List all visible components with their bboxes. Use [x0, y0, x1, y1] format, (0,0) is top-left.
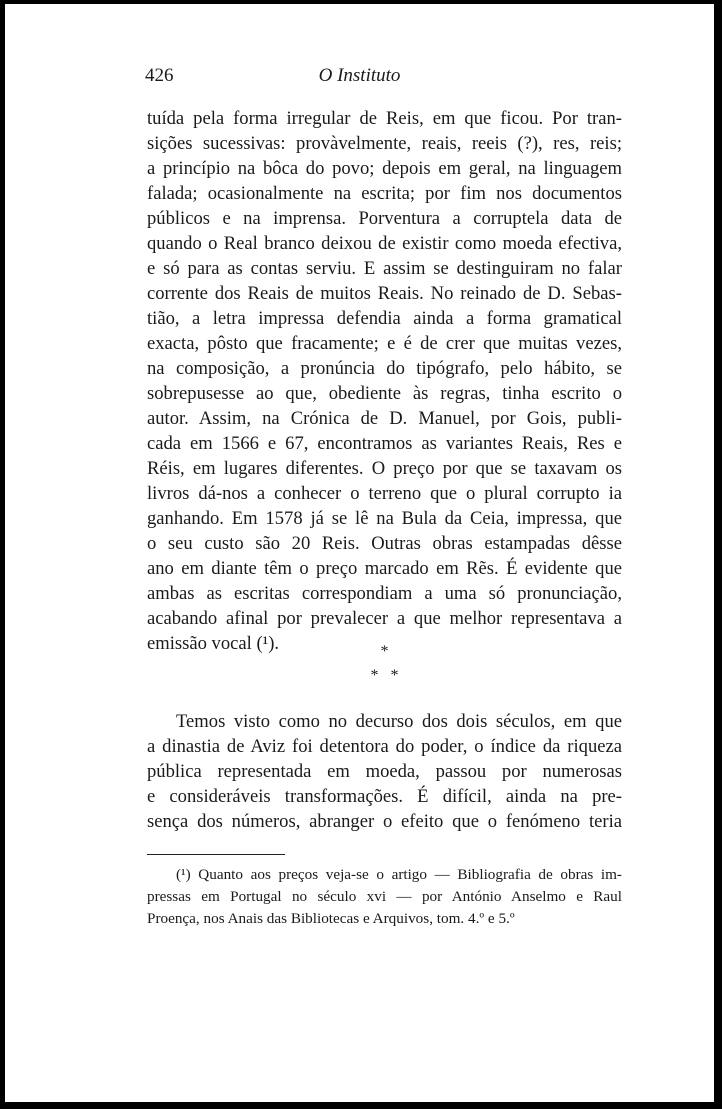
text-line: tião, a letra impressa defendia ainda a forma gramatical	[147, 308, 622, 329]
text-line: na composição, a pronúncia do tipógrafo, pelo hábito, se	[147, 358, 622, 379]
text-line: Réis, em lugares diferentes. O preço por que se taxavam os	[147, 458, 622, 479]
text-line: tuída pela forma irregular de Reis, em que ficou. Por tran-	[147, 108, 622, 129]
text-line: falada; ocasionalmente na escrita; por fim nos documentos	[147, 183, 622, 204]
text-line: ambas as escritas correspondiam a uma só pronunciação,	[147, 583, 622, 604]
text-line: corrente dos Reais de muitos Reais. No reinado de D. Sebas-	[147, 283, 622, 304]
footnote-line: (¹) Quanto aos preços veja-se o artigo — Bibliografia de obras im-	[176, 866, 622, 883]
page-number: 426	[145, 65, 174, 86]
text-line: a dinastia de Aviz foi detentora do poder, o índice da riqueza	[147, 736, 622, 757]
text-line: o seu custo são 20 Reis. Outras obras estampadas dêsse	[147, 533, 622, 554]
text-line: ano em diante têm o preço marcado em Rẽs. É evidente que	[147, 558, 622, 579]
text-line: sobrepusesse ao que, obediente às regras, tinha escrito o	[147, 383, 622, 404]
asterism	[147, 642, 622, 692]
text-line: acabando afinal por prevalecer a que melhor representava a	[147, 608, 622, 629]
text-line: pública representada em moeda, passou por numerosas	[147, 761, 622, 782]
text-line: e consideráveis transformações. É difícil, ainda na pre-	[147, 786, 622, 807]
text-line: públicos e na imprensa. Porventura a corruptela data de	[147, 208, 622, 229]
page-header	[5, 65, 714, 95]
footnote-line: Proença, nos Anais das Bibliotecas e Arquivos, tom. 4.º e 5.º	[147, 910, 515, 927]
asterism-bottom: * *	[370, 667, 399, 684]
running-title: O Instituto	[318, 65, 401, 86]
text-line: sições sucessivas: provàvelmente, reais, reeis (?), res, reis;	[147, 133, 622, 154]
footnote-rule	[147, 854, 285, 855]
text-line: quando o Real branco deixou de existir como moeda efectiva,	[147, 233, 622, 254]
text-line: exacta, pôsto que fracamente; e é de crer que muitas vezes,	[147, 333, 622, 354]
text-line: cada em 1566 e 67, encontramos as variantes Reais, Res e	[147, 433, 622, 454]
asterism-top: *	[380, 643, 389, 660]
text-line: sença dos números, abranger o efeito que o fenómeno teria	[147, 811, 622, 832]
text-line: livros dá-nos a conhecer o terreno que o plural corrupto ia	[147, 483, 622, 504]
text-line: emissão vocal (¹).	[147, 633, 280, 654]
text-line: Temos visto como no decurso dos dois séculos, em que	[176, 711, 622, 732]
text-line: a princípio na bôca do povo; depois em geral, na linguagem	[147, 158, 622, 179]
book-page	[5, 4, 714, 1102]
footnote-line: pressas em Portugal no século xvi — por António Anselmo e Raul	[147, 888, 622, 905]
text-line: e só para as contas serviu. E assim se destinguiram no falar	[147, 258, 622, 279]
text-line: autor. Assim, na Crónica de D. Manuel, por Gois, publi-	[147, 408, 622, 429]
text-line: ganhando. Em 1578 já se lê na Bula da Ceia, impressa, que	[147, 508, 622, 529]
